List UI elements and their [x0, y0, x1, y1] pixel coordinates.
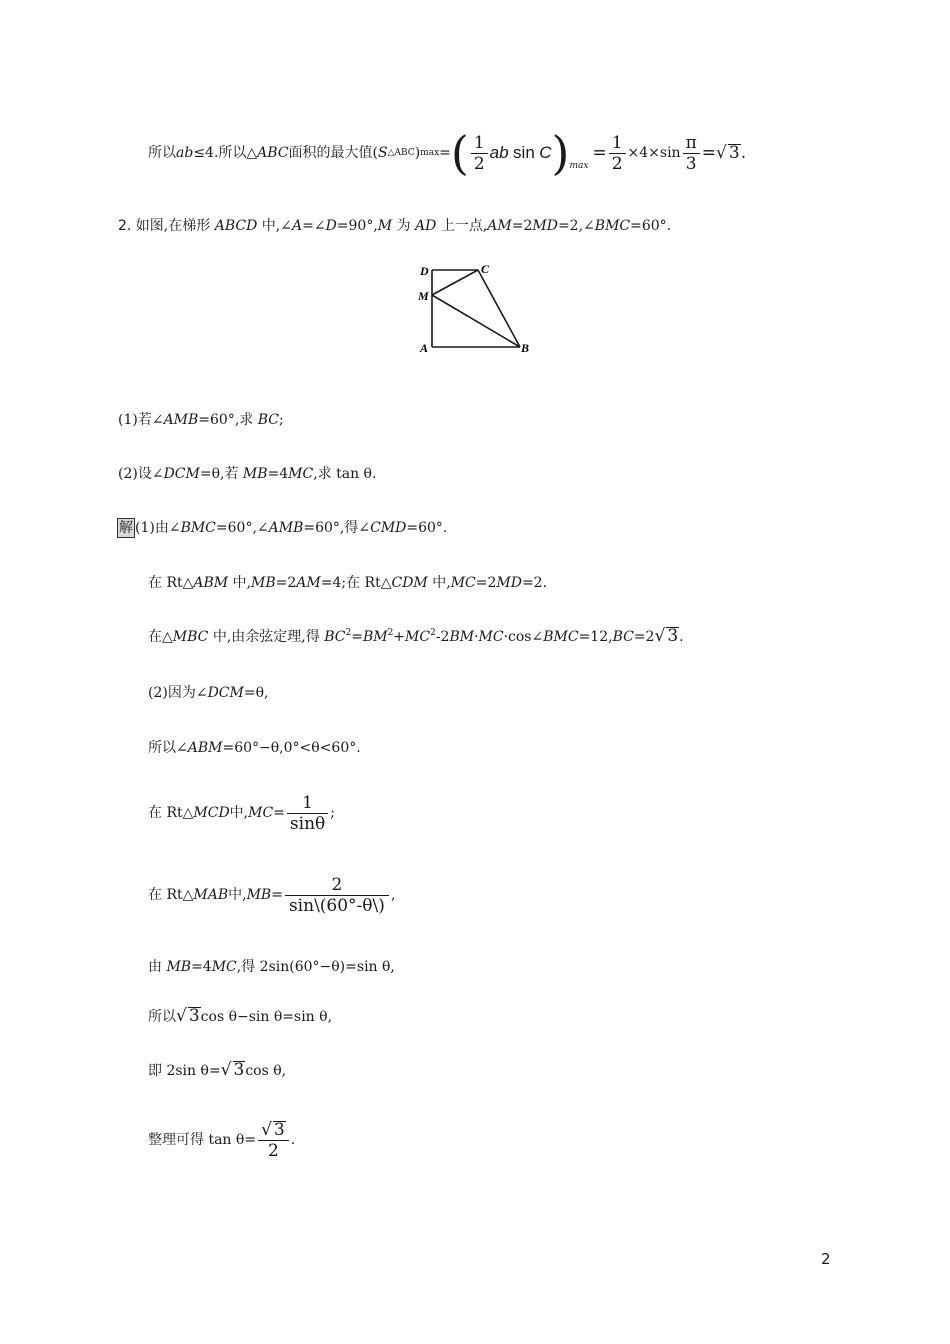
question-2: (2)设∠DCM=θ,若 MB=4MC,求 tan θ.	[118, 466, 377, 482]
mb-fraction: $\frac{2}{\sin\backslash(60^\circ-\theta\backslash)}$	[285, 875, 389, 916]
trapezoid-figure	[410, 258, 550, 358]
label-c: C	[481, 262, 490, 276]
sqrt-symbol: √	[176, 1006, 187, 1026]
question-1: (1)若∠AMB=60°,求 BC;	[118, 412, 284, 428]
half-fraction-2: $\frac{1}{2}$	[609, 133, 626, 174]
sqrt-symbol: √	[654, 626, 666, 646]
segment-mb	[432, 295, 520, 347]
solution-line-9: 所以√ 3cos θ−sin θ=sin θ,	[148, 1006, 333, 1026]
sqrt-symbol: √	[261, 1119, 272, 1140]
sqrt-symbol: √	[220, 1060, 232, 1080]
label-d: D	[420, 264, 429, 278]
solution-line-10: 即 2sin θ=√ 3cos θ,	[148, 1060, 287, 1080]
tan-fraction: $\frac{√ 3}{2}$	[258, 1120, 289, 1161]
label-a: A	[420, 341, 429, 355]
solution-badge: 解	[119, 520, 133, 536]
solution-line-4: (2)因为∠DCM=θ,	[148, 685, 269, 701]
page-number: 2	[821, 1250, 831, 1268]
pi-third-fraction: $\frac{\pi}{3}$	[683, 133, 700, 174]
solution-line-5: 所以∠ABM=60°−θ,0°<θ<60°.	[148, 740, 361, 756]
solution-line-8: 由 MB=4MC,得 2sin(60°−θ)=sin θ,	[148, 959, 395, 975]
mc-fraction: $\frac{1}{\sin\theta}$	[287, 793, 328, 834]
sqrt-symbol: √	[716, 143, 727, 163]
half-fraction: $\frac{1}{2}$	[471, 133, 488, 174]
label-m: M	[418, 289, 429, 303]
solution-line-1: 解 (1)由∠BMC=60°,∠AMB=60°,得∠CMD=60°.	[119, 520, 448, 536]
solution-line-2: 在 Rt△ABM 中,MB=2AM=4;在 Rt△CDM 中,MC=2MD=2.	[148, 575, 548, 591]
solution-line-3: 在△MBC 中,由余弦定理,得 $BC^2=BM^2+MC^2-2BM\cdot MC\cdot\cos\angle BMC=12,BC=2√$ 3.	[148, 626, 684, 646]
segment-mc	[432, 270, 478, 295]
problem-statement: 2. 如图,在梯形 ABCD 中,∠A=∠D=90°,M 为 AD 上一点,AM=2MD=2,∠BMC=60°.	[118, 218, 672, 234]
solution-line-6: 在 Rt△ MCD 中, MC = $\frac{1}{\sin\theta}$ ;	[148, 792, 335, 834]
line-max-area: 所以 ab ≤4.所以△ ABC 面积的最大值( S △ABC ) max = ( $\frac{1}{2}$ ab sin C ) max = $\frac{1}{2}$ ×4×sin $\frac{\pi}{3}$ = √ 3 .	[148, 126, 747, 180]
left-paren: (	[450, 126, 469, 180]
label-b: B	[521, 341, 530, 355]
right-paren: )	[551, 126, 570, 180]
solution-line-7: 在 Rt△ MAB 中, MB = $\frac{2}{\sin\backslash(60^\circ-\theta\backslash)}$ ,	[148, 874, 396, 916]
solution-line-11: 整理可得 tan θ= $\frac{√ 3}{2}$ .	[148, 1119, 296, 1161]
